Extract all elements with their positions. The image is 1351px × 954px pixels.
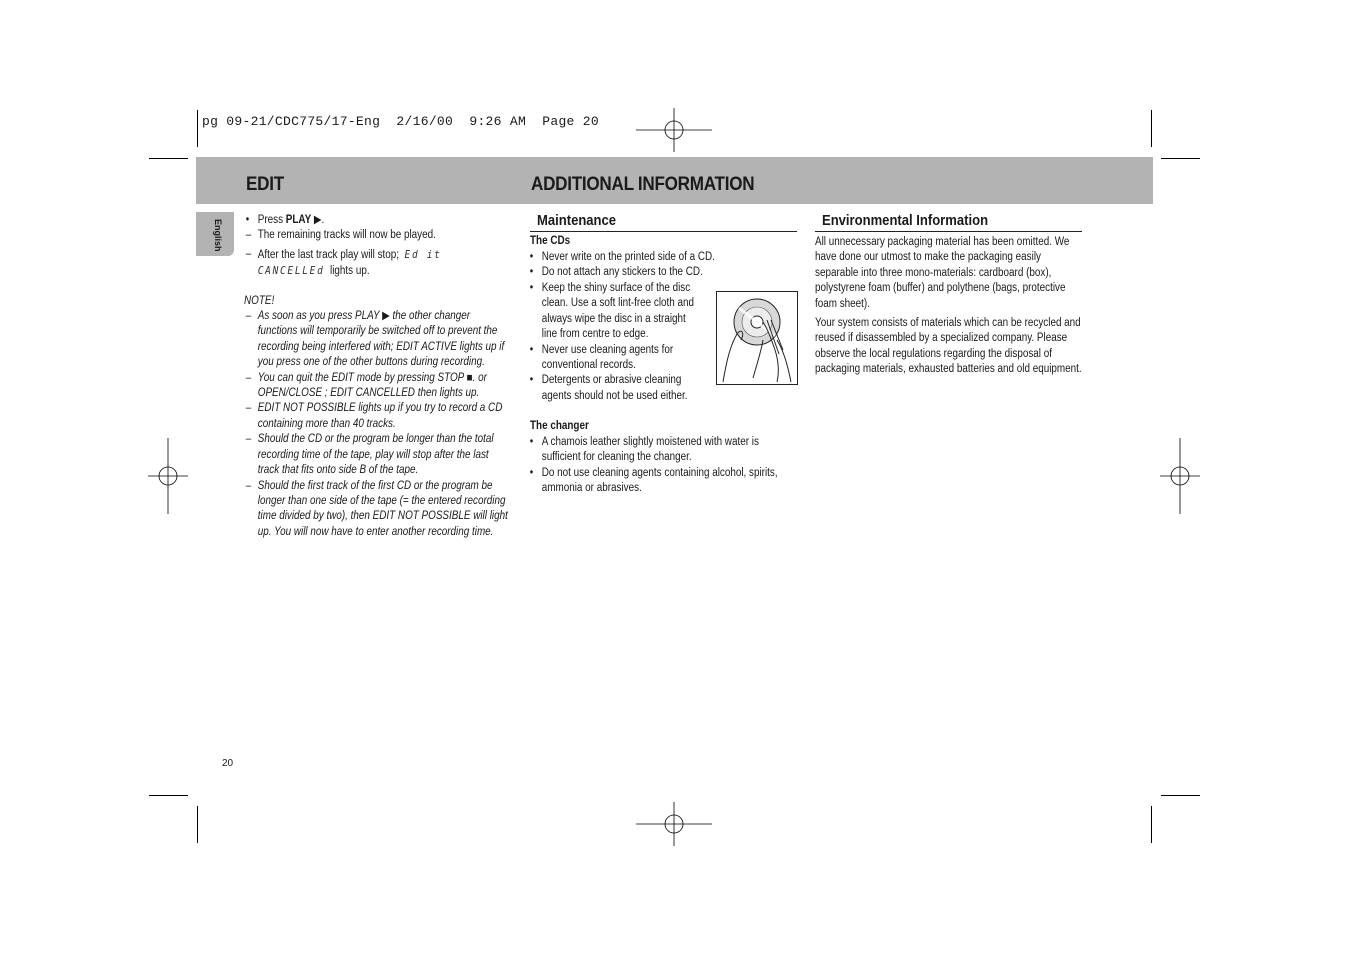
play-key: PLAY ▶ [285, 214, 322, 226]
lcd-edit-display: Ed it [404, 247, 442, 261]
list-item: • Detergents or abrasive cleaning agents should not be used either. [529, 374, 688, 402]
registration-mark-icon [1158, 436, 1202, 516]
list-item: • Never use cleaning agents for conventional records. [529, 343, 674, 372]
hand-disc-icon [717, 292, 797, 384]
cds-list-narrow [528, 281, 700, 404]
lcd-cancelled-display: CANCELLEd [257, 264, 325, 278]
crop-mark [149, 158, 188, 159]
environmental-paragraph: All unnecessary packaging material has been omitted. We have done our utmost to make the packaging easily separable into three mono-materials: cardboard (box), polystyrene foam (buffer) and polythene (bags, protective foam sheet). [815, 236, 1070, 310]
note-item: – You can quit the EDIT mode by pressing STOP ■. or OPEN/CLOSE ; EDIT CANCELLED then lights up. [245, 371, 487, 400]
list-item: • Do not use cleaning agents containing alcohol, spirits, ammonia or abrasives. [529, 466, 778, 495]
list-item: – The remaining tracks will now be played. [245, 229, 436, 242]
list-item: – After the last track play will stop; Ed it CANCELLEd lights up. [245, 247, 442, 278]
crop-mark [149, 795, 188, 796]
maintenance-rule [530, 231, 797, 232]
crop-mark [1151, 806, 1152, 843]
language-label: English [213, 218, 223, 252]
crop-mark [1161, 158, 1200, 159]
crop-mark [1151, 110, 1152, 147]
additional-information-title: ADDITIONAL INFORMATION [531, 174, 755, 195]
maintenance-title: Maintenance [537, 213, 617, 229]
edit-title: EDIT [246, 174, 284, 195]
crop-mark [1161, 795, 1200, 796]
list-item: • Do not attach any stickers to the CD. [529, 266, 703, 279]
note-label: NOTE! [244, 294, 275, 307]
cds-list [528, 250, 739, 281]
changer-subtitle: The changer [530, 420, 589, 432]
edit-column [244, 213, 511, 540]
list-item: • A chamois leather slightly moistened with water is sufficient for cleaning the changer. [529, 436, 759, 464]
note-item: – Should the CD or the program be longer than the total recording time of the tape, play will stop after the last track that fits onto side B of the tape. [245, 433, 494, 477]
cd-cleaning-illustration [716, 291, 798, 385]
environmental-paragraph: Your system consists of materials which can be recycled and reused if disassembled by a specialized company. Please observe the local regulations regarding the disposal of packaging materials, exhausted batteries and old equipment. [815, 317, 1082, 376]
registration-mark-icon [634, 108, 714, 152]
list-item: • Keep the shiny surface of the disc clean. Use a soft lint-free cloth and always wipe the disc in a straight line from centre to edge. [529, 282, 695, 341]
crop-mark [197, 806, 198, 843]
note-item: – As soon as you press PLAY ▶ the other changer functions will temporarily be switched off to prevent the recording being interfered with; EDIT ACTIVE lights up if you press one of the other buttons during recording. [245, 310, 505, 369]
list-item: • Press PLAY ▶. [245, 214, 325, 226]
changer-list [528, 435, 795, 497]
note-item: – EDIT NOT POSSIBLE lights up if you try to record a CD containing more than 40 tracks. [245, 402, 503, 430]
printer-slug: pg 09-21/CDC775/17-Eng 2/16/00 9:26 AM Page 20 [202, 114, 599, 129]
registration-mark-icon [146, 436, 190, 516]
list-item: • Never write on the printed side of a CD. [529, 251, 715, 263]
page-number: 20 [222, 758, 234, 769]
note-item: – Should the first track of the first CD or the program be longer than one side of the tape (= the entered recording time divided by two), then EDIT NOT POSSIBLE will light up. You will now have to enter another recording time. [245, 479, 508, 538]
registration-mark-icon [634, 802, 714, 846]
crop-mark [197, 110, 198, 147]
environmental-column [815, 235, 1085, 378]
cds-subtitle: The CDs [530, 235, 571, 247]
environmental-title: Environmental Information [822, 213, 989, 229]
environmental-rule [815, 231, 1082, 232]
